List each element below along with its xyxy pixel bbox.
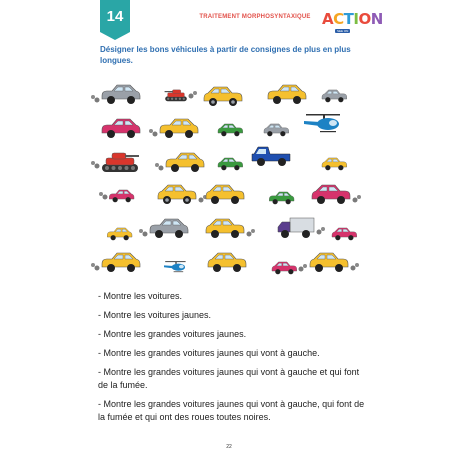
vehicle-helicopter[interactable] (162, 260, 198, 276)
vehicle-drawing (218, 122, 254, 139)
vehicle-car[interactable] (264, 122, 300, 139)
smoke-icon (99, 192, 108, 200)
question-list (98, 290, 368, 430)
vehicle-grid (96, 76, 366, 276)
vehicle-drawing (206, 182, 256, 208)
question-1: - Montre les voitures. (98, 291, 183, 301)
vehicle-drawing (204, 84, 254, 110)
vehicle-car[interactable] (158, 116, 208, 142)
vehicle-drawing (252, 144, 302, 168)
vehicle-drawing (218, 156, 254, 173)
smoke-icon (353, 195, 362, 203)
smoke-icon (91, 263, 100, 271)
chapter-title: TRAITEMENT MORPHOSYNTAXIQUE (199, 14, 311, 20)
vehicle-drawing (164, 88, 198, 104)
vehicle-car[interactable] (100, 82, 150, 108)
vehicle-drawing (272, 260, 308, 277)
vehicle-drawing (162, 260, 198, 276)
vehicle-car[interactable] (312, 182, 362, 208)
logo-subtitle: SEE ON (337, 29, 349, 33)
smoke-icon (351, 263, 360, 271)
vehicle-drawing (312, 182, 362, 208)
smoke-icon (317, 227, 326, 235)
vehicle-car[interactable] (100, 250, 150, 276)
vehicle-drawing (100, 82, 150, 108)
vehicle-truck[interactable] (276, 216, 326, 240)
vehicle-drawing (310, 250, 360, 276)
exercise-number-tab (100, 0, 130, 40)
vehicle-car[interactable] (310, 250, 360, 276)
vehicle-drawing (208, 250, 258, 276)
vehicle-drawing (158, 182, 208, 208)
vehicle-helicopter[interactable] (302, 112, 354, 136)
vehicle-drawing (268, 190, 304, 207)
vehicle-car[interactable] (218, 156, 254, 173)
question-3: - Montre les grandes voitures jaunes. (98, 329, 247, 339)
vehicle-car[interactable] (204, 84, 254, 110)
vehicle-drawing (264, 122, 300, 139)
vehicle-car[interactable] (272, 260, 308, 277)
vehicle-car[interactable] (206, 182, 256, 208)
logo-word: ACTION (322, 10, 383, 28)
vehicle-drawing (322, 88, 358, 105)
vehicle-car[interactable] (218, 122, 254, 139)
vehicle-drawing (100, 116, 150, 142)
vehicle-car[interactable] (322, 156, 358, 173)
vehicle-car[interactable] (208, 250, 258, 276)
vehicle-car[interactable] (100, 116, 150, 142)
vehicle-car[interactable] (164, 150, 214, 176)
action-logo (322, 8, 383, 36)
vehicle-car[interactable] (268, 190, 304, 207)
vehicle-car[interactable] (332, 226, 368, 243)
vehicle-tank[interactable] (164, 88, 198, 104)
vehicle-drawing (108, 188, 144, 205)
vehicle-drawing (332, 226, 368, 243)
vehicle-drawing (106, 226, 142, 243)
exercise-number: 14 (106, 8, 124, 25)
vehicle-car[interactable] (106, 226, 142, 243)
vehicle-drawing (206, 216, 256, 242)
vehicle-drawing (100, 250, 150, 276)
vehicle-drawing (276, 216, 326, 240)
vehicle-drawing (164, 150, 214, 176)
vehicle-drawing (322, 156, 358, 173)
smoke-icon (149, 129, 158, 137)
page-number: 22 (226, 444, 232, 450)
vehicle-truck[interactable] (252, 144, 302, 168)
smoke-icon (299, 264, 308, 272)
vehicle-car[interactable] (206, 216, 256, 242)
smoke-icon (189, 91, 198, 99)
smoke-icon (91, 161, 100, 169)
vehicle-car[interactable] (158, 182, 208, 208)
vehicle-drawing (266, 82, 316, 108)
smoke-icon (91, 95, 100, 103)
vehicle-car[interactable] (108, 188, 144, 205)
instruction-text: Désigner les bons véhicules à partir de consignes de plus en plus longues. (100, 45, 351, 65)
vehicle-car[interactable] (266, 82, 316, 108)
question-6: - Montre les grandes voitures jaunes qui vont à gauche, qui font de la fumée et qui ont des roues toutes noires. (98, 399, 365, 422)
vehicle-drawing (148, 216, 198, 242)
vehicle-drawing (158, 116, 208, 142)
vehicle-tank[interactable] (100, 150, 150, 174)
smoke-icon (155, 163, 164, 171)
vehicle-drawing (100, 150, 150, 174)
question-5: - Montre les grandes voitures jaunes qui vont à gauche et qui font de la fumée. (98, 367, 360, 390)
smoke-icon (247, 229, 256, 237)
vehicle-car[interactable] (322, 88, 358, 105)
vehicle-car[interactable] (148, 216, 198, 242)
vehicle-drawing (302, 112, 354, 136)
question-2: - Montre les voitures jaunes. (98, 310, 212, 320)
question-4: - Montre les grandes voitures jaunes qui vont à gauche. (98, 348, 320, 358)
